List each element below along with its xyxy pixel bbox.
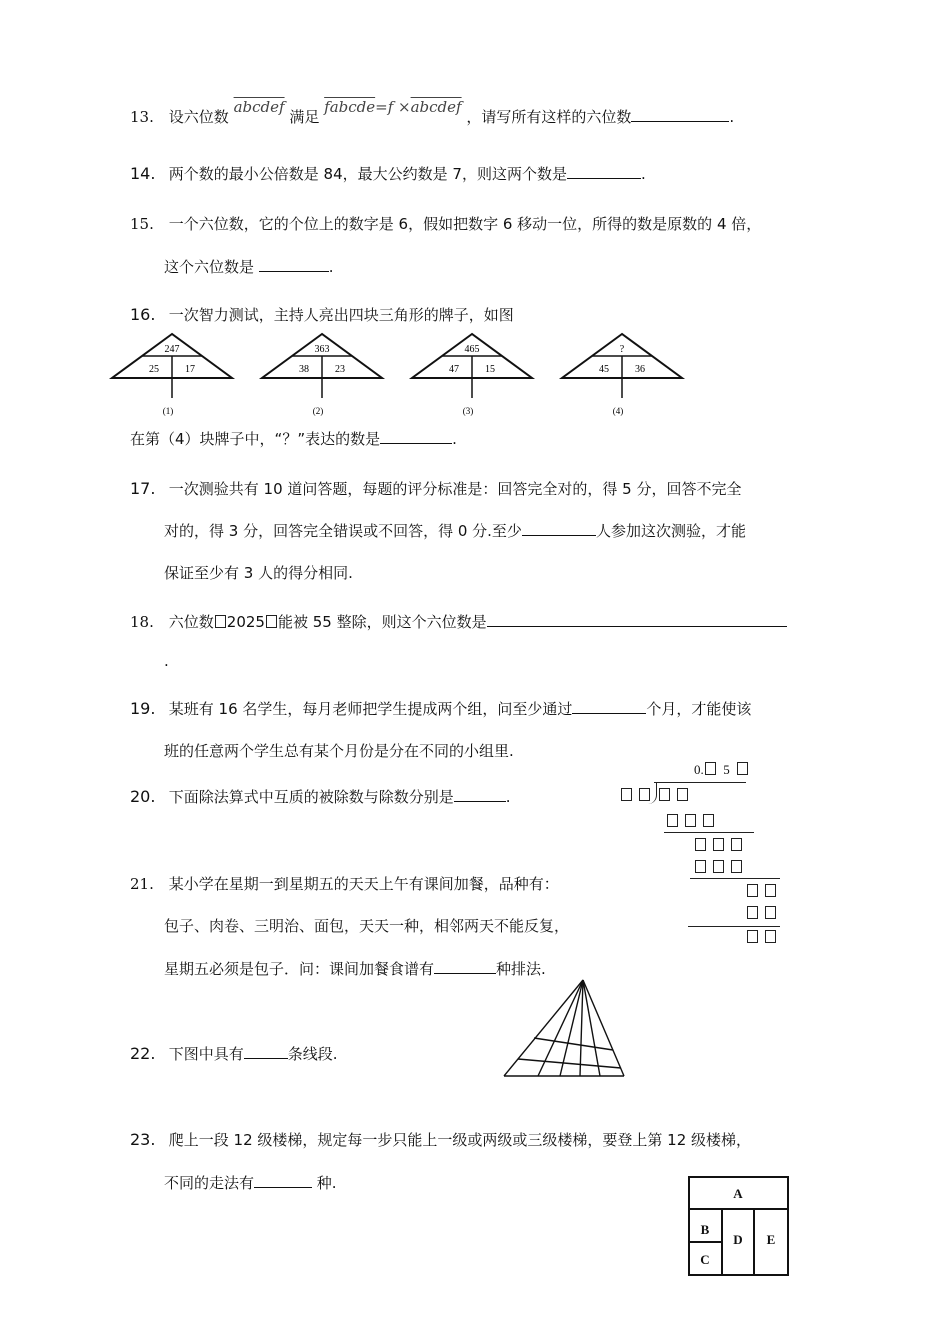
q19-line1a: 某班有 16 名学生，每月老师把学生提成两个组，问至少通过 bbox=[168, 700, 573, 718]
digit-box bbox=[705, 762, 716, 775]
question-14 bbox=[130, 163, 646, 184]
question-17-line2 bbox=[164, 520, 746, 541]
q13-text-mid: 满足 bbox=[289, 108, 320, 126]
question-19-line2 bbox=[164, 740, 514, 761]
question-number: 23. bbox=[130, 1130, 156, 1149]
q17-line2b: 人参加这次测验，才能 bbox=[595, 522, 746, 540]
math-equation bbox=[324, 98, 466, 116]
q15-line1: 一个六位数，它的个位上的数字是 6，假如把数字 6 移动一位，所得的数是原数的 4 倍， bbox=[168, 215, 762, 233]
q22-pre: 下图中具有 bbox=[168, 1045, 244, 1063]
region-label-d: D bbox=[733, 1232, 743, 1247]
q21-line3a: 星期五必须是包子．问：课间加餐食谱有 bbox=[164, 960, 435, 978]
q13-text-post: ，请写所有这样的六位数 bbox=[466, 108, 632, 126]
question-21 bbox=[130, 873, 559, 894]
rule-2 bbox=[690, 878, 780, 879]
q17-line1: 一次测验共有 10 道问答题，每题的评分标准是：回答完全对的，得 5 分，回答不完全 bbox=[168, 480, 742, 498]
period: . bbox=[640, 165, 646, 183]
q23-line1: 爬上一段 12 级楼梯，规定每一步只能上一级或两级或三级楼梯，要登上第 12 级楼梯， bbox=[168, 1131, 752, 1149]
question-15 bbox=[130, 213, 761, 234]
question-number: 14. bbox=[130, 164, 156, 183]
math-equals: =f × bbox=[375, 98, 411, 116]
quotient-prefix: 0. bbox=[694, 762, 704, 777]
sign-label: (4) bbox=[612, 406, 624, 416]
row-2 bbox=[694, 836, 743, 854]
row-1 bbox=[666, 812, 715, 830]
question-16 bbox=[130, 304, 514, 325]
digit-box bbox=[266, 615, 277, 628]
q17-line2a: 对的，得 3 分，回答完全错误或不回答，得 0 分.至少 bbox=[164, 522, 522, 540]
divisor bbox=[620, 786, 651, 804]
row-3 bbox=[694, 858, 743, 876]
sign-right-number: 36 bbox=[635, 364, 645, 375]
row-6 bbox=[746, 928, 777, 946]
q23-line2b: 种. bbox=[316, 1174, 337, 1192]
period: . bbox=[729, 108, 735, 126]
question-22 bbox=[130, 1043, 338, 1064]
q21-line1: 某小学在星期一到星期五的天天上午有课间加餐，品种有： bbox=[168, 875, 559, 893]
answer-blank[interactable] bbox=[259, 257, 329, 272]
question-18 bbox=[130, 611, 787, 632]
sign-top-number: 465 bbox=[464, 344, 480, 355]
sign-left-number: 38 bbox=[299, 364, 309, 375]
question-number: 20. bbox=[130, 787, 156, 806]
sign-right-number: 15 bbox=[485, 364, 495, 375]
question-number: 21. bbox=[130, 875, 154, 893]
question-number: 22. bbox=[130, 1044, 156, 1063]
q19-line2: 班的任意两个学生总有某个月份是分在不同的小组里. bbox=[164, 742, 514, 760]
question-number: 16. bbox=[130, 305, 156, 324]
sign-top-number: ? bbox=[619, 344, 625, 355]
triangle-sign-3 bbox=[412, 334, 532, 416]
period: . bbox=[164, 652, 169, 670]
answer-blank[interactable] bbox=[567, 164, 641, 179]
triangle-sign-4 bbox=[562, 334, 682, 416]
answer-blank[interactable] bbox=[454, 787, 506, 802]
period: . bbox=[452, 430, 457, 448]
period: . bbox=[328, 258, 334, 276]
question-16-answer bbox=[130, 428, 457, 449]
line-segments-triangle-figure bbox=[500, 978, 630, 1080]
dividend bbox=[658, 786, 689, 804]
sign-top-number: 363 bbox=[314, 344, 330, 355]
math-abcdef: abcdef bbox=[233, 98, 285, 116]
answer-blank[interactable] bbox=[380, 429, 452, 444]
q15-line2: 这个六位数是 bbox=[164, 258, 255, 276]
period: . bbox=[505, 788, 511, 806]
question-13 bbox=[130, 98, 735, 127]
q21-line3b: 种排法. bbox=[496, 960, 546, 978]
digit-box bbox=[737, 762, 748, 775]
question-23-line2 bbox=[164, 1172, 337, 1193]
answer-blank[interactable] bbox=[487, 612, 787, 627]
question-17 bbox=[130, 478, 742, 499]
rule-3 bbox=[688, 926, 780, 927]
answer-blank[interactable] bbox=[631, 107, 729, 122]
question-23 bbox=[130, 1129, 751, 1150]
question-18-end bbox=[164, 652, 169, 670]
q18-mid: 2025 bbox=[226, 613, 265, 631]
rule-1 bbox=[664, 832, 754, 833]
sign-left-number: 47 bbox=[449, 364, 459, 375]
region-label-e: E bbox=[766, 1232, 776, 1247]
sign-top-number: 247 bbox=[164, 344, 180, 355]
sign-label: (3) bbox=[462, 406, 474, 416]
q22-post: 条线段. bbox=[287, 1045, 338, 1063]
answer-blank[interactable] bbox=[572, 699, 646, 714]
long-division-figure bbox=[590, 760, 800, 950]
q13-text-pre: 设六位数 bbox=[168, 108, 229, 126]
question-number: 13. bbox=[130, 108, 154, 126]
row-4 bbox=[746, 882, 777, 900]
answer-blank[interactable] bbox=[522, 521, 596, 536]
region-label-b: B bbox=[700, 1222, 710, 1237]
region-label-c: C bbox=[700, 1252, 710, 1267]
triangle-sign-1 bbox=[112, 334, 232, 416]
division-bar bbox=[654, 782, 746, 783]
answer-blank[interactable] bbox=[434, 959, 496, 974]
question-15-line2 bbox=[164, 256, 334, 277]
triangle-signs-figure bbox=[100, 332, 700, 422]
region-coloring-figure bbox=[686, 1174, 792, 1278]
question-20 bbox=[130, 786, 511, 807]
question-number: 17. bbox=[130, 479, 156, 498]
math-fabcde: fabcde bbox=[324, 98, 376, 116]
question-21-line2 bbox=[164, 915, 569, 936]
sign-label: (2) bbox=[312, 406, 324, 416]
sign-label: (1) bbox=[162, 406, 174, 416]
q18-pre: 六位数 bbox=[168, 613, 214, 631]
question-number: 15. bbox=[130, 215, 154, 233]
digit-box bbox=[215, 615, 226, 628]
q19-line1b: 个月，才能使该 bbox=[646, 700, 752, 718]
row-5 bbox=[746, 904, 777, 922]
q21-line2: 包子、肉卷、三明治、面包，天天一种，相邻两天不能反复， bbox=[164, 917, 570, 935]
sign-left-number: 45 bbox=[599, 364, 609, 375]
triangle-sign-2 bbox=[262, 334, 382, 416]
answer-blank[interactable] bbox=[244, 1044, 288, 1059]
q20-text: 下面除法算式中互质的被除数与除数分别是 bbox=[168, 788, 454, 806]
q14-text: 两个数的最小公倍数是 84，最大公约数是 7，则这两个数是 bbox=[168, 165, 567, 183]
question-21-line3 bbox=[164, 958, 546, 979]
question-number: 18. bbox=[130, 613, 154, 631]
math-abcdef-2: abcdef bbox=[410, 98, 462, 116]
q16-text: 一次智力测试，主持人亮出四块三角形的牌子，如图 bbox=[168, 306, 514, 324]
q16-question: 在第（4）块牌子中，“？”表达的数是 bbox=[130, 430, 381, 448]
question-number: 19. bbox=[130, 699, 156, 718]
sign-right-number: 23 bbox=[335, 364, 345, 375]
sign-right-number: 17 bbox=[185, 364, 195, 375]
q18-post: 能被 55 整除，则这个六位数是 bbox=[277, 613, 487, 631]
q23-line2a: 不同的走法有 bbox=[164, 1174, 255, 1192]
question-17-line3 bbox=[164, 562, 353, 583]
region-label-a: A bbox=[733, 1186, 743, 1201]
question-19 bbox=[130, 698, 751, 719]
quotient-digit: 5 bbox=[723, 762, 730, 777]
q17-line3: 保证至少有 3 人的得分相同. bbox=[164, 564, 353, 582]
answer-blank[interactable] bbox=[254, 1173, 312, 1188]
sign-left-number: 25 bbox=[149, 364, 159, 375]
